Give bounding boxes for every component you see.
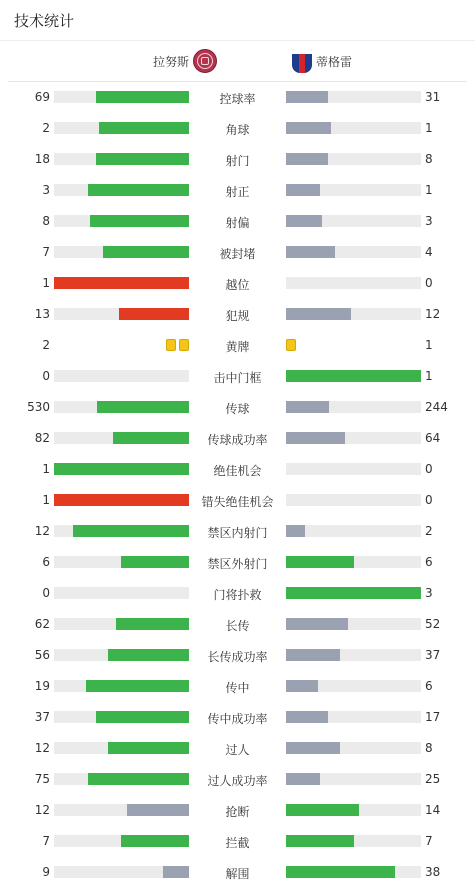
home-stat-fill (54, 494, 189, 506)
home-stat-value: 18 (34, 152, 50, 166)
home-stat-bar (54, 866, 189, 878)
stat-label: 传球成功率 (207, 433, 268, 447)
away-stat-fill (286, 122, 331, 134)
home-stat-fill (90, 215, 189, 227)
stat-label: 传中 (225, 681, 250, 695)
home-stat-fill (121, 556, 189, 568)
stat-label: 绝佳机会 (213, 464, 262, 478)
home-stat-fill (119, 308, 189, 320)
away-stat-bar (286, 587, 421, 599)
home-stat-bar (54, 184, 189, 196)
home-stat-bar (54, 618, 189, 630)
away-stat-value: 0 (425, 493, 433, 507)
stat-label: 过人 (225, 743, 250, 757)
stat-row (0, 330, 475, 361)
home-stat-fill (88, 184, 189, 196)
stat-row (0, 578, 475, 609)
away-crest-icon (292, 49, 312, 73)
away-stat-fill (286, 401, 329, 413)
stat-row (0, 113, 475, 144)
away-team-name: 蒂格雷 (316, 54, 353, 69)
home-team-name: 拉努斯 (152, 54, 189, 69)
home-stat-bar (54, 463, 189, 475)
away-stat-bar (286, 556, 421, 568)
home-stat-bar (54, 680, 189, 692)
away-stat-value: 37 (425, 648, 441, 662)
away-stat-bar (286, 122, 421, 134)
stat-row (0, 82, 475, 113)
away-stat-fill (286, 215, 322, 227)
stat-row (0, 826, 475, 857)
away-stat-bar (286, 680, 421, 692)
away-stat-value: 12 (425, 307, 441, 321)
home-stat-bar (54, 556, 189, 568)
home-stat-value: 56 (34, 648, 50, 662)
yellow-card-icon (179, 339, 189, 351)
home-stat-bar (54, 742, 189, 754)
away-stat-fill (286, 91, 328, 103)
away-stat-value: 6 (425, 679, 433, 693)
away-stat-fill (286, 711, 328, 723)
home-stat-value: 19 (34, 679, 50, 693)
stat-label: 过人成功率 (207, 774, 268, 788)
away-stat-bar (286, 432, 421, 444)
home-stat-value: 530 (27, 400, 50, 414)
away-stat-fill (286, 680, 318, 692)
home-stat-fill (86, 680, 189, 692)
away-stat-bar (286, 91, 421, 103)
stat-row (0, 702, 475, 733)
away-stat-fill (286, 184, 320, 196)
home-stat-value: 0 (42, 586, 50, 600)
page-title: 技术统计 (14, 12, 75, 30)
home-stat-value: 62 (34, 617, 50, 631)
away-stat-value: 14 (425, 803, 441, 817)
stat-row (0, 547, 475, 578)
home-stat-fill (108, 742, 189, 754)
away-stat-value: 8 (425, 741, 433, 755)
home-stat-fill (103, 246, 189, 258)
stat-label: 禁区外射门 (207, 557, 268, 571)
title-bar (0, 0, 475, 41)
home-stat-fill (121, 835, 189, 847)
home-stat-bar (54, 91, 189, 103)
stat-label: 抢断 (225, 805, 250, 819)
away-stat-bar (286, 742, 421, 754)
home-stat-value: 6 (42, 555, 50, 569)
home-stat-value: 3 (42, 183, 50, 197)
away-stat-fill (286, 804, 359, 816)
away-stat-bar (286, 370, 421, 382)
yellow-card-icon (286, 339, 296, 351)
stat-label: 长传 (225, 619, 250, 633)
home-stat-value: 12 (34, 741, 50, 755)
stat-label: 击中门框 (213, 371, 262, 385)
stat-label: 传中成功率 (207, 712, 268, 726)
away-stat-bar (286, 153, 421, 165)
stat-row (0, 764, 475, 795)
home-stat-bar (54, 835, 189, 847)
away-stat-fill (286, 742, 340, 754)
home-stat-fill (113, 432, 189, 444)
home-stat-bar (54, 370, 189, 382)
away-stat-fill (286, 835, 354, 847)
home-stat-value: 1 (42, 493, 50, 507)
away-stat-fill (286, 246, 335, 258)
home-stat-bar (54, 587, 189, 599)
home-stat-value: 8 (42, 214, 50, 228)
away-stat-value: 38 (425, 865, 441, 879)
away-stat-fill (286, 773, 320, 785)
home-stat-fill (73, 525, 189, 537)
stat-row (0, 516, 475, 547)
away-stat-bar (286, 804, 421, 816)
away-stat-value: 1 (425, 183, 433, 197)
stat-row (0, 795, 475, 826)
away-stat-value: 0 (425, 276, 433, 290)
stat-row (0, 237, 475, 268)
away-stat-value: 7 (425, 834, 433, 848)
home-stat-fill (108, 649, 189, 661)
away-stat-bar (286, 277, 421, 289)
stat-row (0, 299, 475, 330)
home-stat-value: 7 (42, 834, 50, 848)
away-stat-value: 244 (425, 400, 448, 414)
away-stat-value: 3 (425, 586, 433, 600)
away-stat-fill (286, 618, 348, 630)
home-stat-fill (88, 773, 189, 785)
stat-row (0, 268, 475, 299)
home-stat-value: 69 (34, 90, 50, 104)
stat-row (0, 485, 475, 516)
stat-label: 传球 (225, 402, 250, 416)
away-stat-value: 1 (425, 338, 433, 352)
home-stat-value: 2 (42, 338, 50, 352)
stat-label: 射偏 (225, 216, 250, 230)
home-stat-bar (54, 215, 189, 227)
away-stat-fill (286, 432, 345, 444)
home-stat-value: 13 (34, 307, 50, 321)
home-team[interactable] (153, 49, 217, 73)
home-stat-fill (96, 711, 189, 723)
stat-row (0, 392, 475, 423)
away-stat-bar (286, 649, 421, 661)
away-stat-bar (286, 246, 421, 258)
stat-label: 禁区内射门 (207, 526, 268, 540)
stat-row (0, 361, 475, 392)
stat-label: 门将扑救 (213, 588, 262, 602)
home-stat-bar (54, 711, 189, 723)
away-cards (286, 339, 296, 351)
home-stat-value: 2 (42, 121, 50, 135)
stat-label: 被封堵 (219, 247, 256, 261)
away-stat-bar (286, 494, 421, 506)
away-stat-value: 0 (425, 462, 433, 476)
home-stat-bar (54, 277, 189, 289)
stat-label: 解围 (225, 867, 250, 881)
away-stat-value: 2 (425, 524, 433, 538)
away-stat-bar (286, 866, 421, 878)
home-stat-bar (54, 494, 189, 506)
home-stat-bar (54, 649, 189, 661)
home-stat-bar (54, 122, 189, 134)
stat-row (0, 671, 475, 702)
home-stat-fill (163, 866, 189, 878)
home-stat-bar (54, 246, 189, 258)
away-stat-bar (286, 711, 421, 723)
home-stat-value: 12 (34, 524, 50, 538)
away-stat-bar (286, 525, 421, 537)
stat-row (0, 609, 475, 640)
away-stat-fill (286, 649, 340, 661)
home-stat-value: 9 (42, 865, 50, 879)
stat-label: 越位 (225, 278, 250, 292)
away-stat-value: 52 (425, 617, 441, 631)
away-stat-bar (286, 463, 421, 475)
home-stat-value: 12 (34, 803, 50, 817)
stat-label: 拦截 (225, 836, 250, 850)
stat-label: 射门 (225, 154, 250, 168)
home-stat-fill (96, 91, 189, 103)
home-stat-fill (99, 122, 189, 134)
home-stat-fill (96, 153, 189, 165)
away-stat-bar (286, 215, 421, 227)
stat-label: 射正 (225, 185, 250, 199)
home-stat-value: 7 (42, 245, 50, 259)
stat-label: 长传成功率 (207, 650, 268, 664)
away-stat-fill (286, 525, 305, 537)
home-stat-fill (127, 804, 189, 816)
away-stat-value: 6 (425, 555, 433, 569)
home-stat-fill (54, 277, 189, 289)
stat-row (0, 423, 475, 454)
home-stat-bar (54, 153, 189, 165)
stat-row (0, 454, 475, 485)
teams-header (8, 41, 467, 82)
away-stat-fill (286, 866, 395, 878)
away-stat-bar (286, 184, 421, 196)
stat-label: 错失绝佳机会 (201, 495, 274, 509)
away-stat-bar (286, 401, 421, 413)
home-stat-bar (54, 525, 189, 537)
stat-row (0, 857, 475, 888)
home-stat-fill (97, 401, 189, 413)
stat-row (0, 640, 475, 671)
away-stat-value: 1 (425, 121, 433, 135)
stat-label: 黄牌 (225, 340, 250, 354)
home-stat-value: 37 (34, 710, 50, 724)
away-stat-fill (286, 556, 354, 568)
home-stat-bar (54, 401, 189, 413)
home-crest-icon (193, 49, 217, 73)
away-stat-value: 64 (425, 431, 441, 445)
home-stat-fill (116, 618, 189, 630)
away-stat-value: 8 (425, 152, 433, 166)
stat-row (0, 733, 475, 764)
away-stat-bar (286, 618, 421, 630)
home-stat-value: 0 (42, 369, 50, 383)
home-stat-value: 75 (34, 772, 50, 786)
home-stat-bar (54, 804, 189, 816)
home-stat-bar (54, 773, 189, 785)
stats-list (0, 82, 475, 888)
home-stat-value: 82 (34, 431, 50, 445)
yellow-card-icon (166, 339, 176, 351)
home-stat-value: 1 (42, 462, 50, 476)
stat-row (0, 206, 475, 237)
stat-row (0, 175, 475, 206)
away-stat-value: 1 (425, 369, 433, 383)
stat-label: 控球率 (219, 92, 256, 106)
home-stat-fill (54, 463, 189, 475)
away-stat-bar (286, 773, 421, 785)
stat-label: 犯规 (225, 309, 250, 323)
away-stat-value: 25 (425, 772, 441, 786)
away-stat-value: 17 (425, 710, 441, 724)
away-stat-value: 31 (425, 90, 441, 104)
away-stat-value: 4 (425, 245, 433, 259)
away-stat-bar (286, 835, 421, 847)
away-team[interactable] (292, 49, 352, 73)
home-stat-value: 1 (42, 276, 50, 290)
stat-row (0, 144, 475, 175)
away-stat-fill (286, 370, 421, 382)
away-stat-fill (286, 587, 421, 599)
away-stat-value: 3 (425, 214, 433, 228)
home-cards (166, 339, 189, 351)
home-stat-bar (54, 308, 189, 320)
away-stat-fill (286, 153, 328, 165)
stat-label: 角球 (225, 123, 250, 137)
home-stat-bar (54, 432, 189, 444)
away-stat-fill (286, 308, 351, 320)
away-stat-bar (286, 308, 421, 320)
